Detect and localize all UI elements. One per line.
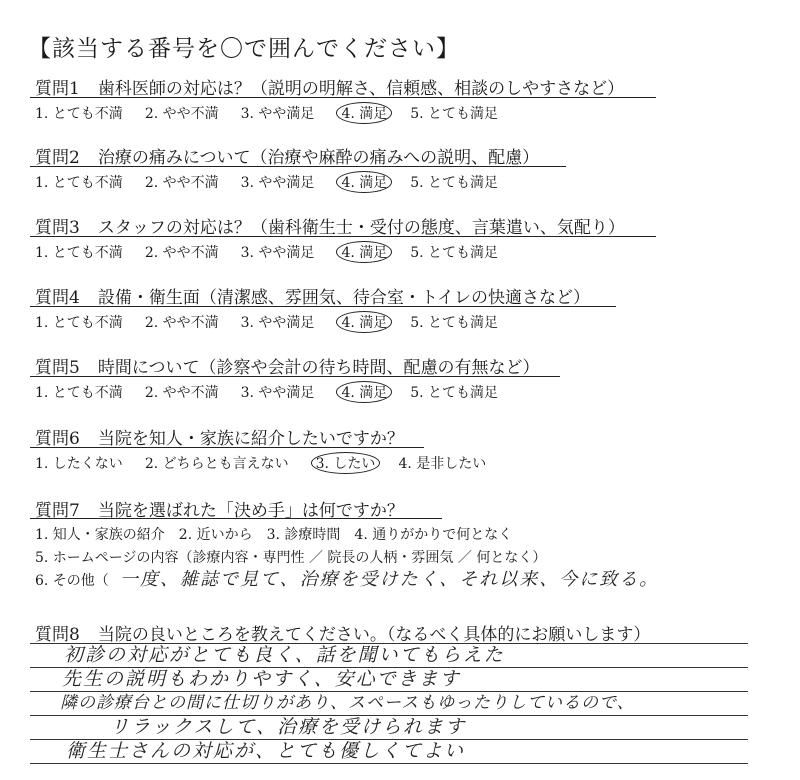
- option: 1. とても不満: [35, 245, 123, 261]
- question-underline: [30, 447, 424, 448]
- question-number: 質問6: [35, 429, 80, 449]
- option-row: [35, 452, 508, 474]
- option: 2. やや不満: [144, 315, 219, 331]
- q7-options-line3: [35, 570, 109, 590]
- question-number: 質問1: [35, 79, 80, 99]
- question-text: 設備・衛生面（清潔感、雰囲気、待合室・トイレの快適さなど）: [97, 288, 590, 308]
- question-underline: [30, 236, 656, 237]
- option: 1. とても不満: [35, 106, 123, 122]
- option: 3. やや満足: [240, 385, 315, 401]
- option-row: [35, 311, 520, 333]
- option: 2. やや不満: [144, 385, 219, 401]
- question-number: 質問4: [35, 288, 80, 308]
- question-2: [35, 143, 539, 168]
- question-underline: [30, 97, 656, 98]
- question-underline: [30, 306, 616, 307]
- option-row: [35, 171, 520, 193]
- q8-handwritten-answer: 初診の対応がとても良く、話を聞いてもらえた: [64, 644, 505, 666]
- option: 1. とても不満: [35, 175, 123, 191]
- option-selected: 4. 満足: [336, 171, 392, 193]
- q8-handwritten-answer: 隣の診療台との間に仕切りがあり、スペースもゆったりしているので、: [60, 693, 635, 713]
- option-row: [35, 102, 520, 124]
- answer-line: [30, 763, 748, 764]
- option-selected: 4. 満足: [336, 311, 392, 333]
- option: 5. とても満足: [410, 245, 499, 261]
- option: 4. 是非したい: [398, 456, 487, 472]
- q8-handwritten-answer: 衛生士さんの対応が、とても優しくてよい: [66, 740, 466, 762]
- question-1: [35, 74, 624, 99]
- option-selected: 4. 満足: [336, 381, 392, 403]
- question-underline: [30, 376, 560, 377]
- option: 2. やや不満: [144, 175, 219, 191]
- question-text: スタッフの対応は？（歯科衛生士・受付の態度、言葉遣い、気配り）: [97, 218, 625, 238]
- question-5: [35, 353, 540, 378]
- option: 5. とても満足: [410, 315, 499, 331]
- option: 1. とても不満: [35, 385, 123, 401]
- page-title: 【該当する番号を〇で囲んでください】: [28, 36, 460, 62]
- q7-handwritten-answer: 一度、雑誌で見て、治療を受けたく、それ以来、今に致る。: [120, 569, 660, 590]
- question-text: 時間について（診察や会計の待ち時間、配慮の有無など）: [97, 358, 540, 378]
- question-number: 質問5: [35, 358, 80, 378]
- option-selected: 4. 満足: [336, 241, 392, 263]
- question-text: 治療の痛みについて（治療や麻酔の痛みへの説明、配慮）: [97, 148, 540, 168]
- option-selected: 4. 満足: [336, 102, 392, 124]
- question-number: 質問2: [35, 148, 80, 168]
- option-row: [35, 381, 520, 403]
- question-text: 当院を知人・家族に紹介したいですか？: [97, 429, 404, 449]
- q8-handwritten-answer: リラックスして、治療を受けられます: [110, 716, 467, 738]
- option-row: [35, 241, 520, 263]
- question-6: [35, 424, 404, 449]
- question-underline: [30, 518, 442, 519]
- question-text: 歯科医師の対応は？（説明の明解さ、信頼感、相談のしやすさなど）: [97, 79, 625, 99]
- option: 3. やや満足: [240, 106, 315, 122]
- q7-other-label: 6. その他（: [35, 573, 109, 589]
- question-3: [35, 213, 625, 238]
- option: 2. やや不満: [144, 245, 219, 261]
- question-number: 質問3: [35, 218, 80, 238]
- option: 5. とても満足: [410, 385, 499, 401]
- option: 2. どちらとも言えない: [144, 456, 289, 472]
- option: 5. とても満足: [410, 106, 499, 122]
- option: 3. やや満足: [240, 175, 315, 191]
- question-underline: [30, 166, 566, 167]
- q8-handwritten-answer: 先生の説明もわかりやすく、安心できます: [62, 668, 461, 690]
- question-number: 質問7: [35, 501, 80, 521]
- question-text: 当院の良いところを教えてください。（なるべく具体的にお願いします）: [97, 625, 651, 645]
- option: 1. とても不満: [35, 315, 123, 331]
- question-number: 質問8: [35, 625, 80, 645]
- option-selected: 3. したい: [311, 452, 381, 474]
- question-4: [35, 283, 590, 308]
- option: 3. やや満足: [240, 315, 315, 331]
- q7-options-line2: 5. ホームページの内容（診療内容・専門性 ／ 院長の人柄・雰囲気 ／ 何となく）: [35, 550, 547, 566]
- option: 1. したくない: [35, 456, 123, 472]
- question-text: 当院を選ばれた「決め手」は何ですか？: [97, 501, 404, 521]
- q7-options-line1: 1. 知人・家族の紹介 2. 近いから 3. 診療時間 4. 通りがかりで何となく: [35, 527, 513, 543]
- option: 5. とても満足: [410, 175, 499, 191]
- option: 2. やや不満: [144, 106, 219, 122]
- option: 3. やや満足: [240, 245, 315, 261]
